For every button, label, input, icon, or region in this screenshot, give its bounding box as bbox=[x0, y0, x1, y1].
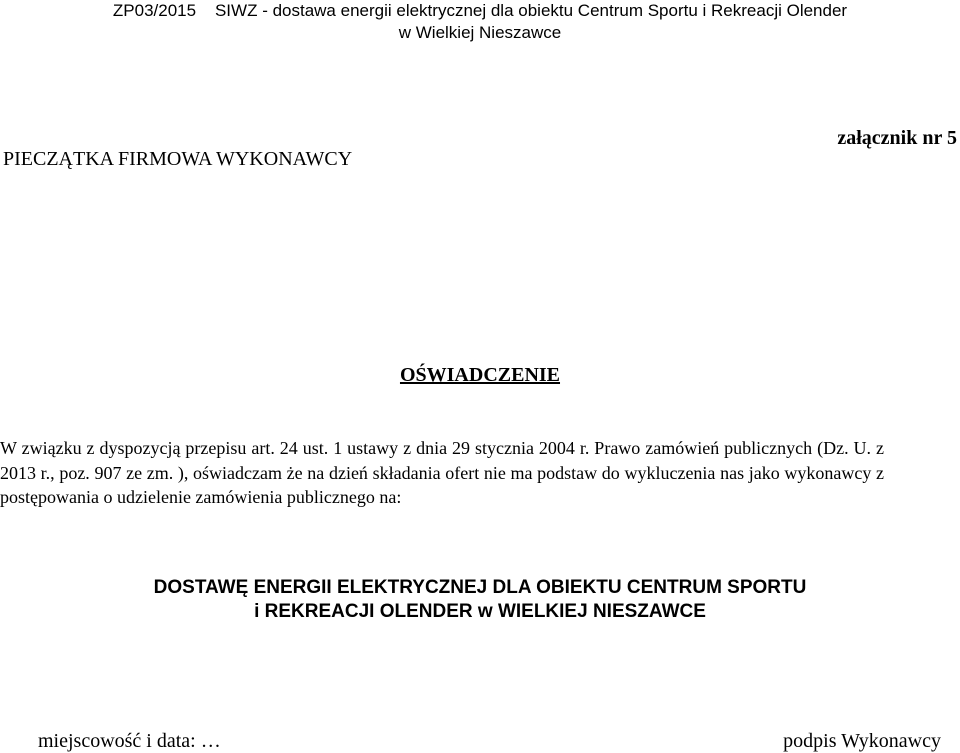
declaration-text: W związku z dyspozycją przepisu art. 24 ust. 1 ustawy z dnia 29 stycznia 2004 r. Prawo zamówień publicznych (Dz. U. z 2013 r., poz. 907 ze zm. ), oświadczam że na dzień składania ofert nie ma podstaw do wykluczenia nas jako wykonawcy z postępowania o udzielenie zamówienia publicznego na: bbox=[0, 438, 884, 507]
contract-subject bbox=[0, 576, 960, 624]
subject-line-1: DOSTAWĘ ENERGII ELEKTRYCZNEJ DLA OBIEKTU CENTRUM SPORTU bbox=[153, 577, 807, 598]
place-date-field: miejscowość i data: … bbox=[38, 730, 221, 752]
header-line-1: ZP03/2015 SIWZ - dostawa energii elektrycznej dla obiektu Centrum Sportu i Rekreacji Olender bbox=[112, 1, 848, 20]
document-header bbox=[0, 0, 960, 44]
subject-line-2: i REKREACJI OLENDER w WIELKIEJ NIESZAWCE bbox=[254, 601, 706, 622]
signature-field: podpis Wykonawcy bbox=[783, 730, 941, 752]
document-title: OŚWIADCZENIE bbox=[399, 364, 561, 386]
annex-label: załącznik nr 5 bbox=[837, 127, 957, 149]
header-line-2: w Wielkiej Nieszawce bbox=[398, 23, 562, 42]
company-stamp-label: PIECZĄTKA FIRMOWA WYKONAWCY bbox=[3, 148, 353, 170]
